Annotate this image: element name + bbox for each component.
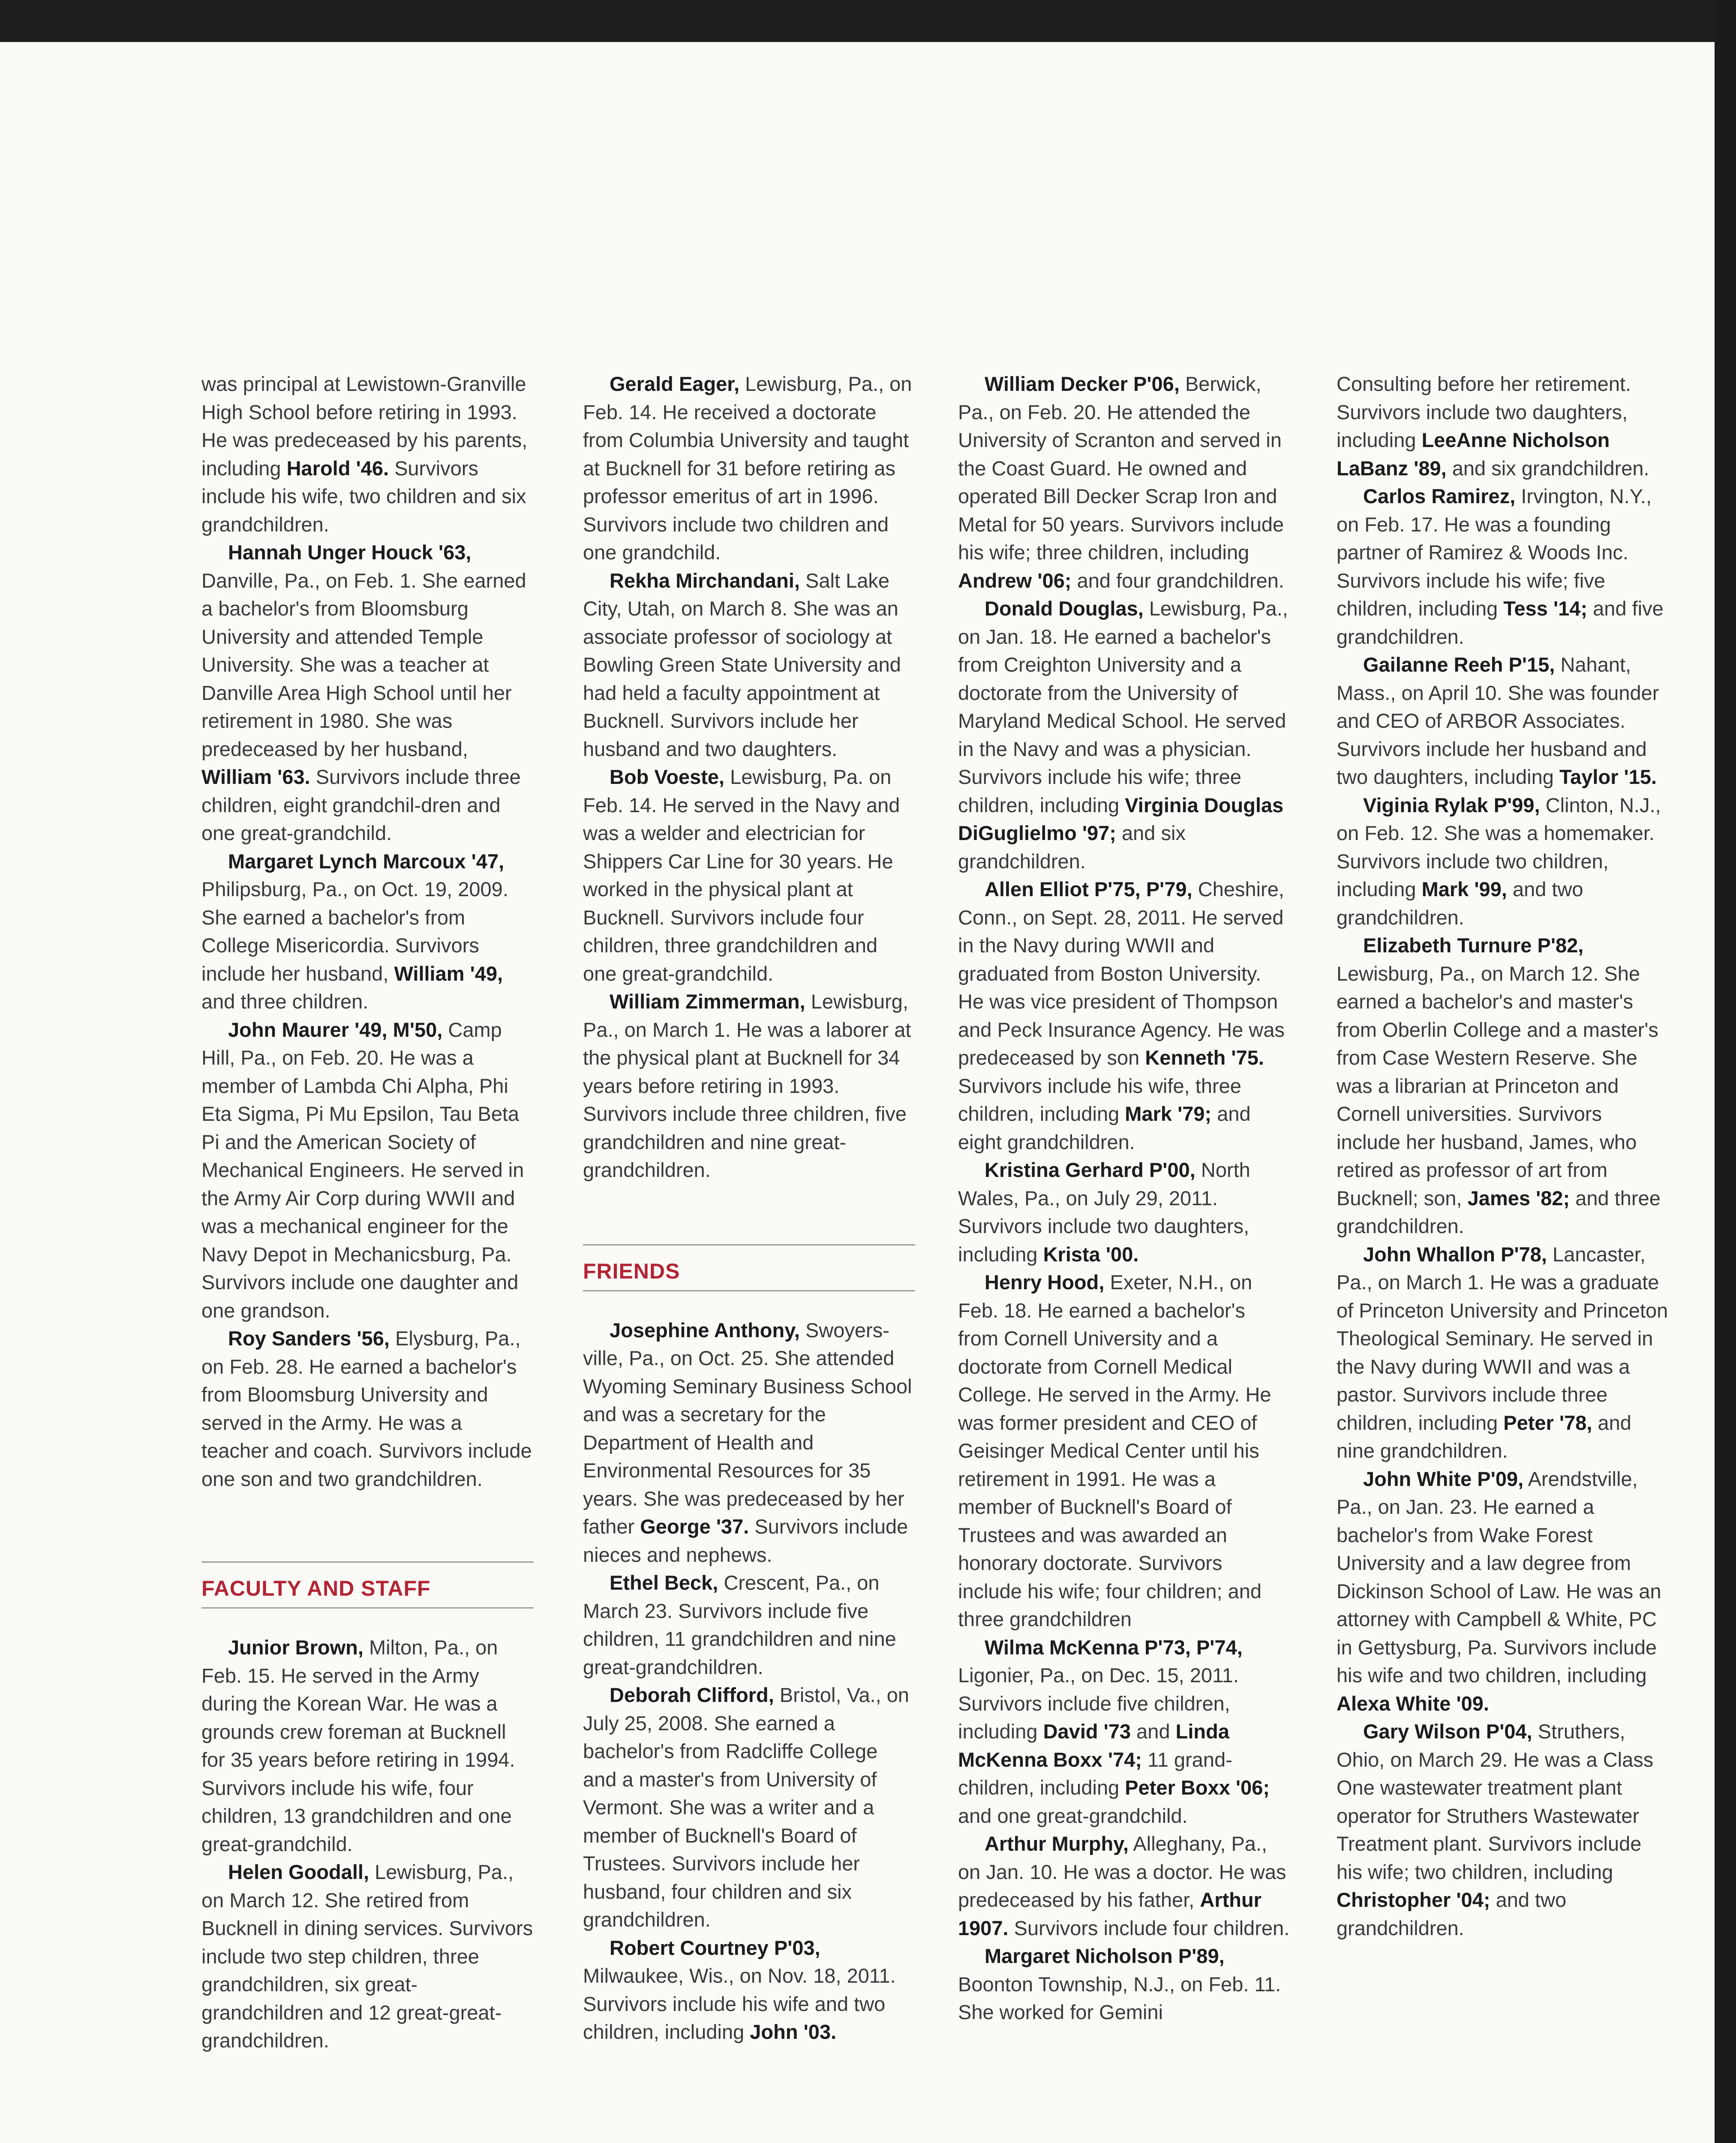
obituary-entry: Henry Hood, Exeter, N.H., on Feb. 18. He earned a bachelor's from Cornell University and a doctorate from Cornell Medical College. He served in the Army. He was former president and CEO of Geisinger Medical Center until his retirement in 1991. He was a member of Bucknell's Board of Trustees and was awarded an honorary doctorate. Survivors include his wife; four children; and three grandchildren [958,1271,1271,1630]
section-heading-faculty-staff: FACULTY AND STAFF [201,1561,534,1609]
obituary-entry: Margaret Nicholson P'89, Boonton Township, N.J., on Feb. 11. She worked for Gemini [958,1945,1281,2023]
scan-border-right [1715,0,1736,2143]
obituary-entry: Ethel Beck, Crescent, Pa., on March 23. Survivors include five children, 11 grandchildren and nine great-grandchildren. [583,1571,896,1678]
column-1-entries [201,370,534,1493]
obituary-entry: Margaret Lynch Marcoux '47, Philipsburg, Pa., on Oct. 19, 2009. She earned a bachelor's from College Misericordia. Survivors include her husband, William '49, and three children. [201,849,508,1013]
obituary-entry: Josephine Anthony, Swoyers-ville, Pa., on Oct. 25. She attended Wyoming Seminary Business School and was a secretary for the Department of Health and Environmental Resources for 35 years. She was predeceased by her father George '37. Survivors include nieces and nephews. [583,1318,912,1566]
section-heading-friends: FRIENDS [583,1244,915,1291]
obituary-entry: Carlos Ramirez, Irvington, N.Y., on Feb. 17. He was a founding partner of Ramirez & Woods Inc. Survivors include his wife; five children, including Tess '14; and five grandchildren. [1337,485,1664,648]
obituary-entry: William Zimmerman, Lewisburg, Pa., on March 1. He was a laborer at the physical plant at Bucknell for 34 years before retiring in 1993. Survivors include three children, five grandchildren and nine great-grandchildren. [583,990,911,1181]
column-1-faculty-entries [201,1633,534,2055]
obituary-entry: Roy Sanders '56, Elysburg, Pa., on Feb. 28. He earned a bachelor's from Bloomsburg University and served in the Army. He was a teacher and coach. Survivors include one son and two grandchildren. [201,1327,532,1490]
obituary-entry: Rekha Mirchandani, Salt Lake City, Utah, on March 8. She was an associate professor of sociology at Bowling Green State University and had held a faculty appointment at Bucknell. Survivors include her husband and two daughters. [583,569,901,760]
obituary-entry: Wilma McKenna P'73, P'74, Ligonier, Pa., on Dec. 15, 2011. Survivors include five children, including David '73 and Linda McKenna Boxx '74; 11 grand-children, including Peter Boxx '06; and one great-grandchild. [958,1636,1270,1827]
obituary-entry: Elizabeth Turnure P'82, Lewisburg, Pa., on March 12. She earned a bachelor's and master's from Oberlin College and a master's from Case Western Reserve. She was a librarian at Princeton and Cornell universities. Survivors include her husband, James, who retired as professor of art from Bucknell; son, James '82; and three grandchildren. [1337,934,1661,1237]
obituary-entry: Deborah Clifford, Bristol, Va., on July 25, 2008. She earned a bachelor's from Radcliffe College and a master's from University of Vermont. She was a writer and a member of Bucknell's Board of Trustees. Survivors include her husband, four children and six grandchildren. [583,1684,910,1931]
obituary-entry: Junior Brown, Milton, Pa., on Feb. 15. He served in the Army during the Korean War. He was a grounds crew foreman at Bucknell for 35 years before retiring in 1994. Survivors include his wife, four children, 13 grandchildren and one great-grandchild. [201,1636,515,1855]
obituary-entry: William Decker P'06, Berwick, Pa., on Feb. 20. He attended the University of Scranton and served in the Coast Guard. He owned and operated Bill Decker Scrap Iron and Metal for 50 years. Survivors include his wife; three children, including Andrew '06; and four grandchildren. [958,372,1284,592]
magazine-page [0,42,1715,2143]
obituary-entry: Donald Douglas, Lewisburg, Pa., on Jan. 18. He earned a bachelor's from Creighton University and a doctorate from the University of Maryland Medical School. He served in the Navy and was a physician. Survivors include his wife; three children, including Virginia Douglas DiGuglielmo '97; and six grandchildren. [958,597,1288,873]
column-3-entries [958,370,1290,2026]
obituary-entry: John Whallon P'78, Lancaster, Pa., on March 1. He was a graduate of Princeton University and Princeton Theological Seminary. He served in the Navy during WWII and was a pastor. Survivors include three children, including Peter '78, and nine grandchildren. [1337,1243,1668,1462]
column-4 [1337,370,1669,1942]
obituary-entry: Arthur Murphy, Alleghany, Pa., on Jan. 10. He was a doctor. He was predeceased by his father, Arthur 1907. Survivors include four children. [958,1832,1290,1939]
column-2-friends-entries [583,1316,915,2046]
obituary-entry: Bob Voeste, Lewisburg, Pa. on Feb. 14. He served in the Navy and was a welder and electrician for Shippers Car Line for 30 years. He worked in the physical plant at Bucknell. Survivors include four children, three grandchildren and one great-grandchild. [583,765,900,985]
obituary-entry: John White P'09, Arendstville, Pa., on Jan. 23. He earned a bachelor's from Wake Forest University and a law degree from Dickinson School of Law. He was an attorney with Campbell & White, PC in Gettysburg, Pa. Survivors include his wife and two children, including Alexa White '09. [1337,1467,1661,1715]
obituary-entry: Helen Goodall, Lewisburg, Pa., on March 12. She retired from Bucknell in dining services. Survivors include two step children, three grandchildren, six great-grandchildren and 12 great-great-grandchildren. [201,1861,533,2052]
column-4-entries [1337,370,1669,1942]
obituary-entry: Hannah Unger Houck '63, Danville, Pa., on Feb. 1. She earned a bachelor's from Bloomsburg University and attended Temple University. She was a teacher at Danville Area High School until her retirement in 1980. She was predeceased by her husband, William '63. Survivors include three children, eight grandchil-dren and one great-grandchild. [201,541,526,844]
scan-border-top [0,0,1736,42]
obituary-entry: Robert Courtney P'03, Milwaukee, Wis., on Nov. 18, 2011. Survivors include his wife and two children, including John '03. [583,1936,896,2043]
column-1 [201,370,534,2055]
obituary-entry: Consulting before her retirement. Survivors include two daughters, including LeeAnne Nicholson LaBanz '89, and six grandchildren. [1337,372,1649,480]
obituary-entry: Allen Elliot P'75, P'79, Cheshire, Conn., on Sept. 28, 2011. He served in the Navy during WWII and graduated from Boston University. He was vice president of Thompson and Peck Insurance Agency. He was predeceased by son Kenneth '75. Survivors include his wife, three children, including Mark '79; and eight grandchildren. [958,878,1285,1153]
obituary-entry: was principal at Lewistown-Granville High School before retiring in 1993. He was predeceased by his parents, including Harold '46. Survivors include his wife, two children and six grandchildren. [201,372,528,536]
obituary-entry: Gailanne Reeh P'15, Nahant, Mass., on April 10. She was founder and CEO of ARBOR Associates. Survivors include her husband and two daughters, including Taylor '15. [1337,653,1659,788]
column-3 [958,370,1290,2026]
column-2 [583,370,915,2046]
obituary-entry: Viginia Rylak P'99, Clinton, N.J., on Feb. 12. She was a homemaker. Survivors include two children, including Mark '99, and two grandchildren. [1337,793,1661,929]
obituary-entry: Kristina Gerhard P'00, North Wales, Pa., on July 29, 2011. Survivors include two daughters, including Krista '00. [958,1159,1250,1266]
obituary-entry: Gary Wilson P'04, Struthers, Ohio, on March 29. He was a Class One wastewater treatment plant operator for Struthers Wastewater Treatment plant. Survivors include his wife; two children, including Christopher '04; and two grandchildren. [1337,1720,1654,1939]
obituary-entry: John Maurer '49, M'50, Camp Hill, Pa., on Feb. 20. He was a member of Lambda Chi Alpha, Phi Eta Sigma, Pi Mu Epsilon, Tau Beta Pi and the American Society of Mechanical Engineers. He served in the Army Air Corp during WWII and was a mechanical engineer for the Navy Depot in Mechanicsburg, Pa. Survivors include one daughter and one grandson. [201,1018,524,1322]
obituary-entry: Gerald Eager, Lewisburg, Pa., on Feb. 14. He received a doctorate from Columbia University and taught at Bucknell for 31 before retiring as professor emeritus of art in 1996. Survivors include two children and one grandchild. [583,372,912,564]
column-2-entries [583,370,915,1184]
